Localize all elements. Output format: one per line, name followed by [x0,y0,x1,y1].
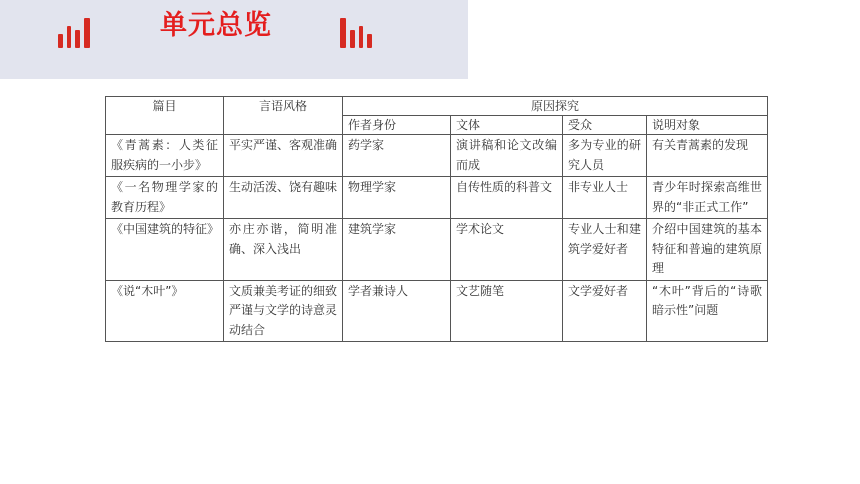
column-header-audience: 受众 [563,116,647,135]
table-cell: 自传性质的科普文 [451,177,563,219]
table-cell: 学者兼诗人 [343,280,451,342]
table-row [106,135,768,177]
decor-bar [340,18,346,48]
table-row [106,177,768,219]
column-header-style: 言语风格 [224,97,343,135]
table-cell: 《中国建筑的特征》 [106,219,224,281]
table-cell: 生动活泼、饶有趣味 [224,177,343,219]
table-cell: 物理学家 [343,177,451,219]
decor-bar [67,26,71,48]
column-header-title: 篇目 [106,97,224,135]
table-cell: 《说“木叶”》 [106,280,224,342]
table-cell: 非专业人士 [563,177,647,219]
table-cell: 专业人士和建筑学爱好者 [563,219,647,281]
table-cell: 建筑学家 [343,219,451,281]
right-decoration [340,12,372,48]
table-cell: 学术论文 [451,219,563,281]
table-cell: 文艺随笔 [451,280,563,342]
table-cell: “木叶”背后的“诗歌暗示性”问题 [647,280,768,342]
table-row [106,280,768,342]
table-row [106,219,768,281]
decor-bar [84,18,90,48]
decor-bar [359,26,363,48]
decor-bar [350,30,355,48]
table-cell: 平实严谨、客观准确 [224,135,343,177]
column-header-reason: 原因探究 [343,97,768,116]
decor-bar [367,34,372,48]
table-cell: 《青蒿素：人类征服疾病的一小步》 [106,135,224,177]
table-cell: 多为专业的研究人员 [563,135,647,177]
table-cell: 《一名物理学家的教育历程》 [106,177,224,219]
table-cell: 文质兼美考证的细致严谨与文学的诗意灵动结合 [224,280,343,342]
left-decoration [58,12,90,48]
table-cell: 有关青蒿素的发现 [647,135,768,177]
table-cell: 青少年时探索高维世界的“非正式工作” [647,177,768,219]
table-cell: 亦庄亦谐，简明准确、深入浅出 [224,219,343,281]
overview-table [105,96,768,342]
decor-bar [75,30,80,48]
table-cell: 演讲稿和论文改编而成 [451,135,563,177]
column-header-author: 作者身份 [343,116,451,135]
column-header-subject: 说明对象 [647,116,768,135]
table-cell: 药学家 [343,135,451,177]
column-header-genre: 文体 [451,116,563,135]
page-title: 单元总览 [160,10,272,41]
table-header-row [106,97,768,116]
table-cell: 介绍中国建筑的基本特征和普遍的建筑原理 [647,219,768,281]
decor-bar [58,34,63,48]
table-cell: 文学爱好者 [563,280,647,342]
